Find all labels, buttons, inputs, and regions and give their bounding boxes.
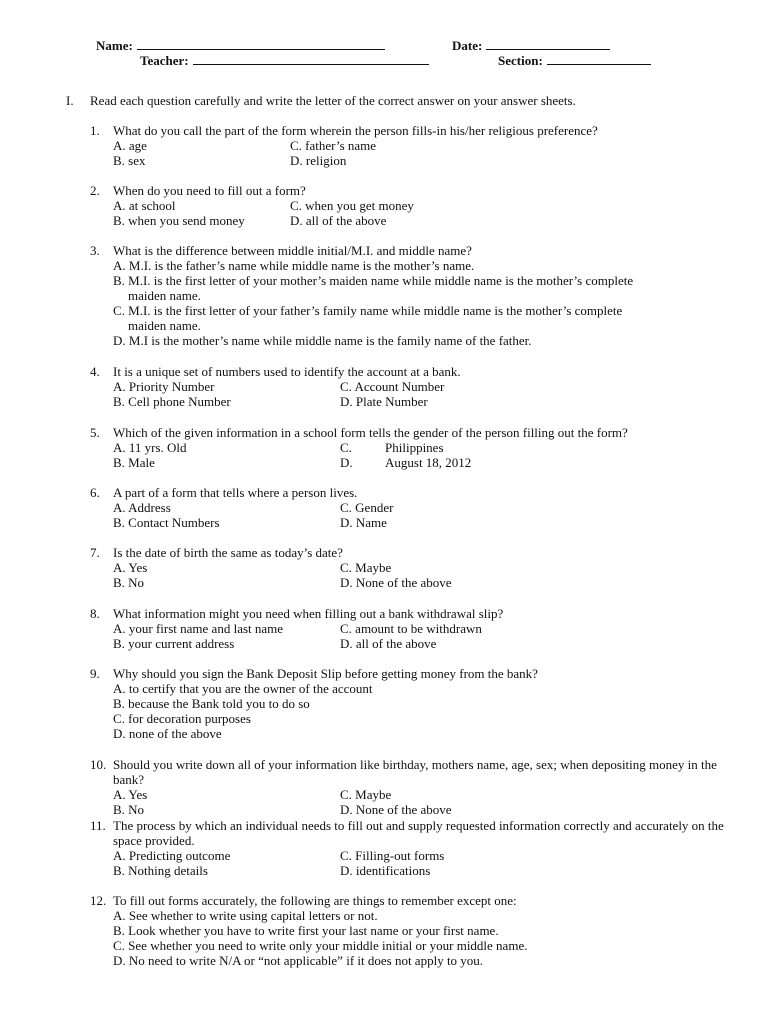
question-text: Why should you sign the Bank Deposit Slip before getting money from the bank? [113,666,538,681]
question-7 [90,545,730,590]
question-text: What do you call the part of the form wherein the person fills-in his/her religious preference? [113,123,598,138]
option-b: B. M.I. is the first letter of your mother’s maiden name while middle name is the mother’s complete [113,273,634,288]
question-number: 7. [90,545,100,560]
option-b-continued: maiden name. [128,288,201,303]
option-d: D. None of the above [340,802,452,817]
teacher-field[interactable] [140,53,429,68]
option-b: B. your current address [113,636,235,651]
option-d: D. No need to write N/A or “not applicable” if it does not apply to you. [113,953,484,968]
question-number: 8. [90,606,100,621]
question-4 [90,364,730,409]
section-field[interactable] [498,53,651,68]
question-number: 2. [90,183,100,198]
question-6 [90,485,730,530]
question-number: 3. [90,243,100,258]
option-d: D. Plate Number [340,394,428,409]
option-b: B. Look whether you have to write first your last name or your first name. [113,923,499,938]
option-c: C. Account Number [340,379,445,394]
teacher-label: Teacher: [140,53,189,68]
option-a: A. Yes [113,560,148,575]
question-number: 1. [90,123,100,138]
option-a: A. Address [113,500,171,515]
question-text: To fill out forms accurately, the following are things to remember except one: [113,893,517,908]
option-a: A. at school [113,198,176,213]
question-12 [90,893,730,968]
option-d: D. None of the above [340,575,452,590]
question-text: What is the difference between middle initial/M.I. and middle name? [113,243,472,258]
option-c: C. Filling-out forms [340,848,445,863]
name-label: Name: [96,38,133,53]
question-number: 9. [90,666,100,681]
option-c: Philippines [385,440,444,455]
option-d-letter: D. [340,455,353,470]
option-b: B. when you send money [113,213,245,228]
option-b: B. Cell phone Number [113,394,231,409]
section-label: Section: [498,53,543,68]
option-a: A. M.I. is the father’s name while middle name is the mother’s name. [113,258,475,273]
option-d: August 18, 2012 [385,455,472,470]
option-d: D. religion [290,153,347,168]
option-b: B. because the Bank told you to do so [113,696,310,711]
option-c: C. for decoration purposes [113,711,251,726]
question-text: What information might you need when filling out a bank withdrawal slip? [113,606,504,621]
question-3 [90,243,730,348]
option-a: A. age [113,138,147,153]
name-field[interactable] [96,38,385,53]
instruction-numeral: I. [66,93,74,108]
option-d: D. identifications [340,863,431,878]
option-c-continued: maiden name. [128,318,201,333]
option-c: C. Maybe [340,560,392,575]
question-text: A part of a form that tells where a person lives. [113,485,358,500]
option-b: B. sex [113,153,146,168]
question-text: The process by which an individual needs to fill out and supply requested information correctly and accurately on the space provided. [113,818,724,848]
name-blank[interactable] [137,38,385,50]
question-number: 12. [90,893,107,908]
option-c: C. M.I. is the first letter of your father’s family name while middle name is the mother’s complete [113,303,623,318]
option-a: A. 11 yrs. Old [113,440,187,455]
question-5 [90,425,730,470]
question-text: When do you need to fill out a form? [113,183,306,198]
question-number: 11. [90,818,106,833]
date-blank[interactable] [486,38,610,50]
option-d: D. all of the above [340,636,437,651]
option-d: D. all of the above [290,213,387,228]
option-a: A. Priority Number [113,379,215,394]
question-text: Which of the given information in a school form tells the gender of the person filling out the form? [113,425,628,440]
option-b: B. Nothing details [113,863,208,878]
question-10 [90,757,730,817]
question-text: Is the date of birth the same as today’s date? [113,545,343,560]
option-c: C. father’s name [290,138,377,153]
option-c-letter: C. [340,440,352,455]
question-1 [90,123,730,168]
option-c: C. amount to be withdrawn [340,621,482,636]
question-2 [90,183,730,228]
option-c: C. when you get money [290,198,414,213]
option-b: B. No [113,802,145,817]
question-number: 4. [90,364,100,379]
question-8 [90,606,730,651]
option-b: B. Male [113,455,155,470]
instruction [66,93,576,108]
option-a: A. Yes [113,787,148,802]
question-11 [90,818,730,878]
teacher-blank[interactable] [193,53,429,65]
option-a: A. your first name and last name [113,621,284,636]
option-b: B. No [113,575,145,590]
option-b: B. Contact Numbers [113,515,220,530]
question-text: Should you write down all of your information like birthday, mothers name, age, sex; when depositing money in the bank? [113,757,717,787]
question-number: 5. [90,425,100,440]
question-text: It is a unique set of numbers used to identify the account at a bank. [113,364,461,379]
section-blank[interactable] [547,53,651,65]
option-c: C. Gender [340,500,394,515]
option-d: D. none of the above [113,726,222,741]
date-field[interactable] [452,38,610,53]
option-a: A. to certify that you are the owner of the account [113,681,373,696]
option-c: C. Maybe [340,787,392,802]
option-d: D. M.I is the mother’s name while middle name is the family name of the father. [113,333,532,348]
question-number: 10. [90,757,107,772]
question-number: 6. [90,485,100,500]
option-c: C. See whether you need to write only your middle initial or your middle name. [113,938,528,953]
option-a: A. See whether to write using capital letters or not. [113,908,378,923]
instruction-text: Read each question carefully and write the letter of the correct answer on your answer sheets. [90,93,576,108]
option-a: A. Predicting outcome [113,848,231,863]
option-d: D. Name [340,515,387,530]
question-9 [90,666,730,741]
date-label: Date: [452,38,483,53]
